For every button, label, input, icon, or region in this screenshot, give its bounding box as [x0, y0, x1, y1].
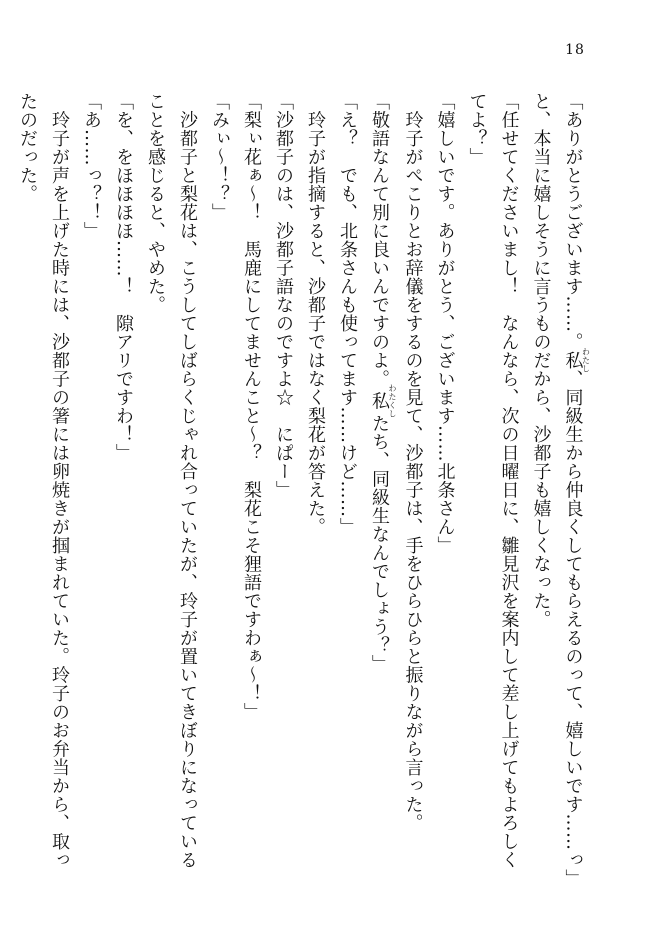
text-segment: 玲子がぺこりとお辞儀をするのを見て、沙都子は、手をひらひらと振りながら言った。: [402, 92, 424, 832]
text-line: [397, 92, 429, 872]
text-segment: と、本当に嬉しそうに言うものだから、沙都子も嬉しくなった。: [530, 92, 552, 629]
text-line: [203, 92, 235, 872]
text-segment: 玲子が指摘すると、沙都子ではなく梨花が答えた。: [305, 92, 326, 536]
text-line: [139, 92, 171, 872]
text-segment: ことを感じると、やめた。: [145, 92, 166, 314]
text-line: [107, 92, 139, 872]
text-line: [429, 92, 461, 872]
text-segment: 「ありがとうございます……。: [562, 92, 584, 351]
text-segment: たのだった。: [17, 92, 38, 203]
text-segment: 「みぃ～！？」: [209, 92, 230, 222]
ruby-base: 私: [562, 347, 584, 373]
text-line: [43, 92, 75, 872]
text-segment: 「あ……っ？！」: [81, 92, 102, 240]
text-line: [235, 92, 267, 872]
text-segment: 玲子が声を上げた時には、沙都子の箸には卵焼きが掴まれていた。玲子のお弁当から、取っ: [49, 92, 70, 869]
body-text: [11, 92, 591, 888]
page-number: 18: [565, 42, 585, 58]
text-segment: 「敬語なんて別に良いんですのよ。: [369, 92, 390, 388]
text-segment: たち、同級生なんでしょう？」: [369, 414, 390, 673]
text-line: [525, 92, 557, 872]
text-line: [557, 92, 591, 888]
text-segment: 「を、をほほほほ……！ 隙アリですわ！」: [113, 92, 134, 462]
text-segment: 「沙都子のは、沙都子語なのですよ☆ にぱー」: [273, 92, 294, 499]
ruby-reading: わたし: [581, 347, 591, 373]
text-line: [75, 92, 107, 872]
text-line: [461, 92, 493, 872]
text-line: [267, 92, 299, 872]
text-segment: 「え？ でも、北条さんも使ってます……けど……」: [337, 92, 358, 536]
ruby-annotation: [369, 384, 397, 418]
text-segment: 、同級生から仲良くしてもらえるのって、嬉しいです……っ」: [562, 369, 584, 888]
text-line: [363, 92, 397, 872]
text-segment: 「梨ぃ花ぁ～！ 馬鹿にしてませんこと～？ 梨花こそ狸語ですわぁ～！」: [241, 92, 262, 721]
ruby-reading: わたくし: [388, 384, 397, 418]
text-line: [493, 92, 525, 872]
text-segment: 「嬉しいです。ありがとう、ございます……北条さん」: [434, 92, 456, 555]
text-line: [171, 92, 203, 872]
text-line: [11, 92, 43, 872]
ruby-annotation: [562, 347, 591, 373]
text-segment: 「任せてくださいまし！ なんなら、次の日曜日に、雛見沢を案内して差し上げてもよろしく: [498, 92, 520, 869]
text-line: [299, 92, 331, 872]
ruby-base: 私: [369, 384, 390, 418]
text-segment: 沙都子と梨花は、こうしてしばらくじゃれ合っていたが、玲子が置いてきぼりになっている: [177, 92, 198, 869]
text-segment: てよ？」: [466, 92, 488, 166]
text-line: [331, 92, 363, 872]
